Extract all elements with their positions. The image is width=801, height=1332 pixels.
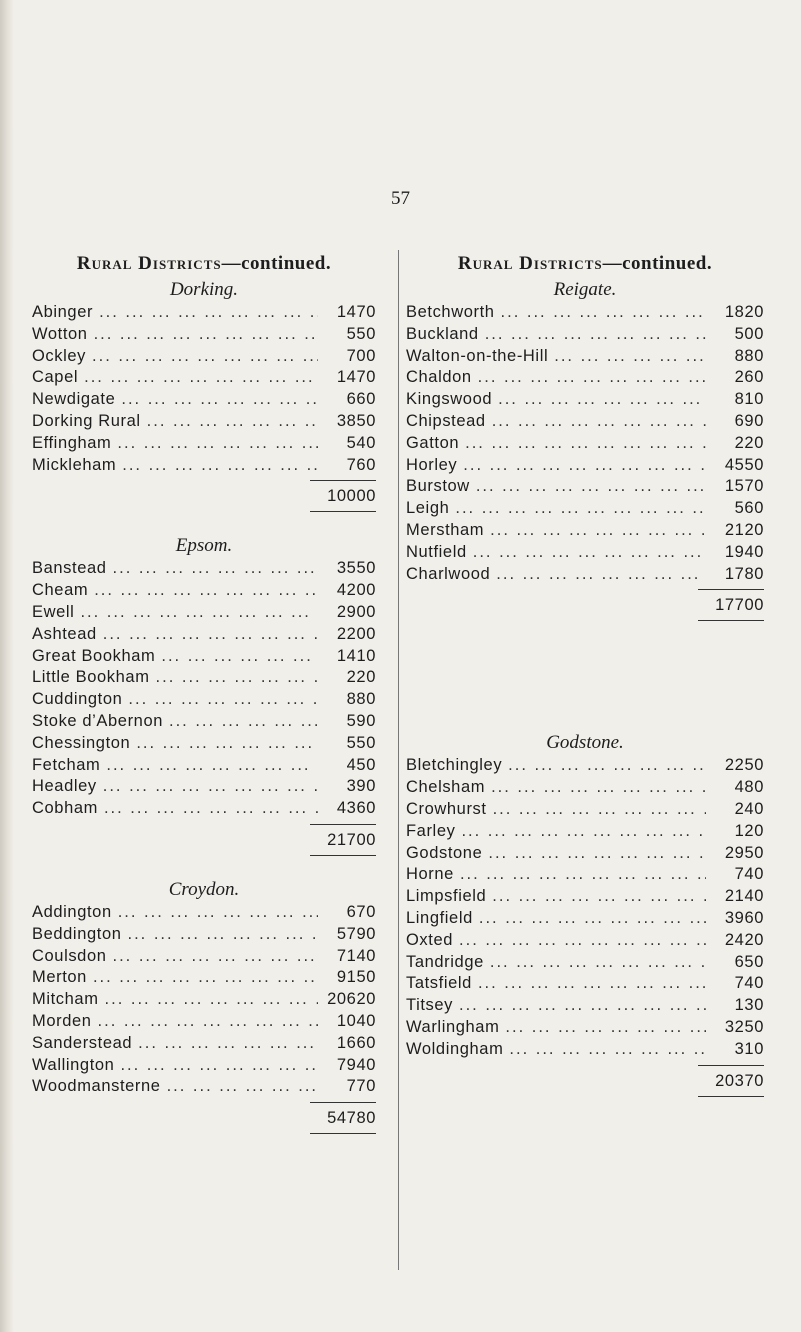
parish-list: [32, 902, 376, 1098]
dot-leader: [487, 799, 706, 821]
parish-name: Limpsfield: [406, 887, 487, 906]
parish-row: [406, 1039, 764, 1061]
parish-value: 690: [734, 411, 764, 430]
parish-row: [32, 1076, 376, 1098]
heading-suffix: —continued.: [602, 253, 713, 274]
parish-value: 9150: [336, 968, 376, 987]
parish-value: 3250: [724, 1017, 764, 1036]
parish-name: Fetcham: [32, 755, 101, 774]
parish-row: [32, 776, 376, 798]
parish-name: Great Bookham: [32, 646, 156, 665]
heading-main: Rural Districts: [76, 253, 222, 274]
parish-name: Mitcham: [32, 990, 99, 1009]
parish-value: 550: [346, 324, 376, 343]
parish-name: Leigh: [406, 499, 450, 518]
dot-leader: [116, 455, 318, 477]
parish-name: Horne: [406, 865, 454, 884]
parish-row: [32, 1055, 376, 1077]
dot-leader: [130, 733, 318, 755]
parish-value: 3550: [336, 559, 376, 578]
parish-name: Crowhurst: [406, 799, 487, 818]
dot-leader: [486, 886, 706, 908]
dot-leader: [88, 580, 318, 602]
parish-name: Wotton: [32, 324, 88, 343]
dot-leader: [453, 930, 706, 952]
parish-row: [406, 843, 764, 865]
parish-name: Little Bookham: [32, 668, 150, 687]
dot-leader: [503, 1039, 706, 1061]
parish-value: 120: [734, 821, 764, 840]
dot-leader: [122, 689, 318, 711]
dot-leader: [470, 476, 706, 498]
parish-name: Dorking Rural: [32, 411, 141, 430]
parish-name: Betchworth: [406, 303, 495, 321]
parish-list: [406, 302, 764, 585]
parish-value: 220: [346, 668, 376, 687]
parish-value: 130: [734, 996, 764, 1015]
left-sections: [32, 278, 376, 1134]
parish-row: [32, 558, 376, 580]
parish-value: 2950: [724, 843, 764, 862]
parish-name: Merton: [32, 968, 87, 987]
parish-row: [32, 733, 376, 755]
parish-row: [406, 995, 764, 1017]
total-rule-bottom: [698, 620, 764, 621]
parish-row: [32, 924, 376, 946]
dot-leader: [88, 324, 318, 346]
parish-value: 450: [346, 755, 376, 774]
dot-leader: [484, 952, 706, 974]
page-number: 57: [391, 188, 410, 209]
column-divider: [398, 250, 399, 1270]
parish-name: Addington: [32, 902, 112, 921]
parish-row: [32, 624, 376, 646]
left-column-heading: [32, 252, 376, 276]
dot-leader: [163, 711, 318, 733]
parish-name: Chipstead: [406, 411, 486, 430]
dot-leader: [492, 389, 706, 411]
parish-row: [32, 902, 376, 924]
dot-leader: [459, 433, 706, 455]
dot-leader: [74, 602, 318, 624]
parish-value: 4360: [336, 799, 376, 818]
parish-row: [406, 302, 764, 324]
parish-row: [406, 346, 764, 368]
district-title: Reigate.: [553, 279, 617, 300]
parish-row: [406, 777, 764, 799]
parish-list: [406, 755, 764, 1060]
parish-row: [406, 324, 764, 346]
district-section: [406, 731, 764, 1096]
parish-name: Ashtead: [32, 624, 97, 643]
parish-value: 220: [734, 433, 764, 452]
parish-name: Farley: [406, 821, 456, 840]
parish-name: Burstow: [406, 477, 470, 496]
dot-leader: [97, 776, 318, 798]
parish-name: Chessington: [32, 733, 131, 752]
parish-name: Merstham: [406, 520, 485, 539]
parish-row: [32, 602, 376, 624]
left-column: [32, 252, 376, 1138]
dot-leader: [86, 346, 318, 368]
parish-value: 4550: [724, 455, 764, 474]
parish-value: 550: [346, 733, 376, 752]
parish-value: 7940: [336, 1055, 376, 1074]
parish-row: [406, 864, 764, 886]
district-title: Epsom.: [175, 535, 233, 557]
dot-leader: [484, 520, 706, 542]
parish-row: [406, 520, 764, 542]
parish-row: [406, 455, 764, 477]
parish-value: 590: [346, 711, 376, 730]
parish-name: Chelsham: [406, 778, 486, 797]
parish-row: [32, 1011, 376, 1033]
parish-value: 1660: [336, 1033, 376, 1052]
parish-row: [32, 798, 376, 820]
heading-main: Rural Districts: [457, 253, 603, 274]
parish-row: [32, 455, 376, 477]
parish-row: [32, 302, 376, 324]
right-column: [406, 252, 764, 1101]
parish-value: 700: [346, 346, 376, 365]
parish-value: 20620: [327, 990, 376, 1009]
parish-value: 2250: [724, 756, 764, 775]
parish-value: 1040: [336, 1011, 376, 1030]
parish-row: [406, 498, 764, 520]
parish-name: Newdigate: [32, 390, 116, 409]
dot-leader: [150, 667, 318, 689]
parish-row: [32, 689, 376, 711]
dot-leader: [132, 1033, 318, 1055]
district-total: 10000: [327, 487, 376, 506]
parish-row: [32, 324, 376, 346]
parish-name: Gatton: [406, 433, 460, 452]
parish-name: Stoke d’Abernon: [32, 711, 164, 730]
dot-leader: [472, 973, 706, 995]
heading-suffix: —continued.: [221, 253, 332, 274]
parish-list: [32, 558, 376, 820]
total-rule-bottom: [698, 1096, 764, 1097]
parish-name: Mickleham: [32, 455, 117, 474]
parish-value: 670: [346, 902, 376, 921]
parish-value: 240: [734, 799, 764, 818]
parish-value: 770: [346, 1077, 376, 1096]
parish-row: [32, 755, 376, 777]
parish-row: [32, 646, 376, 668]
district-title: Croydon.: [168, 878, 240, 900]
parish-value: 1820: [724, 303, 764, 321]
parish-row: [406, 389, 764, 411]
parish-value: 880: [346, 690, 376, 709]
parish-row: [406, 433, 764, 455]
parish-row: [406, 755, 764, 777]
parish-value: 390: [346, 777, 376, 796]
total-rule-bottom: [310, 855, 376, 856]
parish-row: [406, 821, 764, 843]
parish-row: [32, 989, 376, 1011]
parish-name: Coulsdon: [32, 946, 107, 965]
dot-leader: [115, 389, 318, 411]
parish-name: Woldingham: [406, 1039, 504, 1058]
parish-name: Beddington: [32, 924, 122, 943]
parish-value: 5790: [336, 924, 376, 943]
dot-leader: [107, 558, 318, 580]
parish-value: 2900: [336, 602, 376, 621]
dot-leader: [111, 433, 318, 455]
district-title: Dorking.: [169, 279, 239, 300]
parish-row: [32, 967, 376, 989]
parish-value: 760: [346, 455, 376, 474]
parish-value: 480: [734, 778, 764, 797]
parish-value: 540: [346, 433, 376, 452]
parish-row: [406, 886, 764, 908]
parish-value: 560: [734, 499, 764, 518]
dot-leader: [499, 1017, 706, 1039]
parish-row: [32, 389, 376, 411]
parish-name: Godstone: [406, 843, 483, 862]
parish-row: [32, 711, 376, 733]
parish-row: [32, 346, 376, 368]
dot-leader: [114, 1055, 318, 1077]
parish-name: Ewell: [32, 602, 75, 621]
parish-value: 1470: [336, 303, 376, 321]
parish-name: Woodmansterne: [32, 1077, 161, 1096]
dot-leader: [78, 367, 318, 389]
parish-row: [406, 973, 764, 995]
dot-leader: [87, 967, 318, 989]
dot-leader: [112, 902, 318, 924]
parish-value: 500: [734, 324, 764, 343]
parish-value: 740: [734, 974, 764, 993]
parish-row: [406, 930, 764, 952]
parish-value: 1780: [724, 564, 764, 583]
district-total: 54780: [327, 1109, 376, 1128]
dot-leader: [485, 777, 706, 799]
dot-leader: [472, 367, 706, 389]
dot-leader: [99, 989, 318, 1011]
district-section: [32, 278, 376, 512]
parish-name: Cobham: [32, 799, 98, 818]
parish-name: Tandridge: [406, 952, 484, 971]
parish-name: Warlingham: [406, 1017, 500, 1036]
parish-name: Walton-on-the-Hill: [406, 346, 549, 365]
dot-leader: [486, 411, 706, 433]
dot-leader: [502, 755, 706, 777]
parish-list: [32, 302, 376, 476]
dot-leader: [107, 946, 318, 968]
parish-value: 1470: [336, 368, 376, 387]
dot-leader: [548, 346, 706, 368]
parish-value: 1940: [724, 542, 764, 561]
dot-leader: [473, 908, 706, 930]
district-total: 20370: [715, 1071, 764, 1090]
parish-row: [406, 411, 764, 433]
parish-name: Headley: [32, 777, 97, 796]
parish-row: [406, 476, 764, 498]
district-section: [32, 534, 376, 856]
parish-value: 3850: [336, 411, 376, 430]
dot-leader: [454, 864, 706, 886]
parish-value: 2140: [724, 887, 764, 906]
dot-leader: [449, 498, 706, 520]
parish-name: Lingfield: [406, 908, 473, 927]
parish-row: [32, 433, 376, 455]
district-total: 17700: [715, 596, 764, 615]
right-column-heading: [406, 252, 764, 276]
parish-value: 650: [734, 952, 764, 971]
dot-leader: [495, 302, 706, 324]
parish-name: Sanderstead: [32, 1033, 133, 1052]
parish-name: Titsey: [406, 996, 453, 1015]
parish-value: 3960: [724, 908, 764, 927]
parish-name: Cheam: [32, 581, 89, 600]
parish-value: 2200: [336, 624, 376, 643]
parish-name: Wallington: [32, 1055, 115, 1074]
parish-name: Horley: [406, 455, 458, 474]
parish-name: Cuddington: [32, 690, 123, 709]
parish-value: 310: [734, 1039, 764, 1058]
parish-row: [32, 667, 376, 689]
parish-row: [32, 946, 376, 968]
parish-value: 7140: [336, 946, 376, 965]
parish-name: Chaldon: [406, 368, 472, 387]
parish-value: 1410: [336, 646, 376, 665]
parish-name: Morden: [32, 1011, 92, 1030]
parish-value: 660: [346, 390, 376, 409]
dot-leader: [467, 542, 706, 564]
district-title: Godstone.: [546, 732, 624, 754]
dot-leader: [490, 564, 706, 586]
parish-name: Tatsfield: [406, 974, 472, 993]
district-section: [32, 878, 376, 1134]
dot-leader: [455, 821, 706, 843]
parish-value: 2120: [724, 520, 764, 539]
dot-leader: [122, 924, 319, 946]
parish-name: Banstead: [32, 559, 107, 578]
district-section: [406, 278, 764, 621]
dot-leader: [482, 843, 706, 865]
parish-row: [406, 564, 764, 586]
parish-value: 1570: [724, 477, 764, 496]
dot-leader: [92, 1011, 318, 1033]
dot-leader: [453, 995, 706, 1017]
parish-name: Kingswood: [406, 390, 493, 409]
parish-name: Buckland: [406, 324, 479, 343]
parish-row: [32, 580, 376, 602]
parish-value: 260: [734, 368, 764, 387]
parish-name: Nutfield: [406, 542, 467, 561]
dot-leader: [141, 411, 318, 433]
parish-name: Charlwood: [406, 564, 491, 583]
dot-leader: [97, 624, 318, 646]
parish-row: [406, 799, 764, 821]
parish-row: [406, 952, 764, 974]
parish-row: [406, 908, 764, 930]
parish-name: Capel: [32, 368, 79, 387]
dot-leader: [98, 798, 318, 820]
parish-row: [32, 411, 376, 433]
right-sections: [406, 278, 764, 1097]
dot-leader: [100, 755, 318, 777]
parish-value: 740: [734, 865, 764, 884]
parish-value: 4200: [336, 581, 376, 600]
parish-row: [32, 367, 376, 389]
dot-leader: [457, 455, 706, 477]
parish-row: [32, 1033, 376, 1055]
parish-value: 2420: [724, 930, 764, 949]
parish-name: Oxted: [406, 930, 454, 949]
total-rule-bottom: [310, 511, 376, 512]
parish-row: [406, 542, 764, 564]
parish-row: [406, 367, 764, 389]
dot-leader: [161, 1076, 318, 1098]
total-rule-bottom: [310, 1133, 376, 1134]
dot-leader: [93, 302, 318, 324]
parish-name: Abinger: [32, 303, 94, 321]
parish-value: 810: [734, 390, 764, 409]
district-total: 21700: [327, 830, 376, 849]
dot-leader: [155, 646, 318, 668]
dot-leader: [479, 324, 706, 346]
parish-name: Effingham: [32, 433, 112, 452]
parish-value: 880: [734, 346, 764, 365]
parish-row: [406, 1017, 764, 1039]
parish-name: Bletchingley: [406, 756, 503, 775]
parish-name: Ockley: [32, 346, 87, 365]
